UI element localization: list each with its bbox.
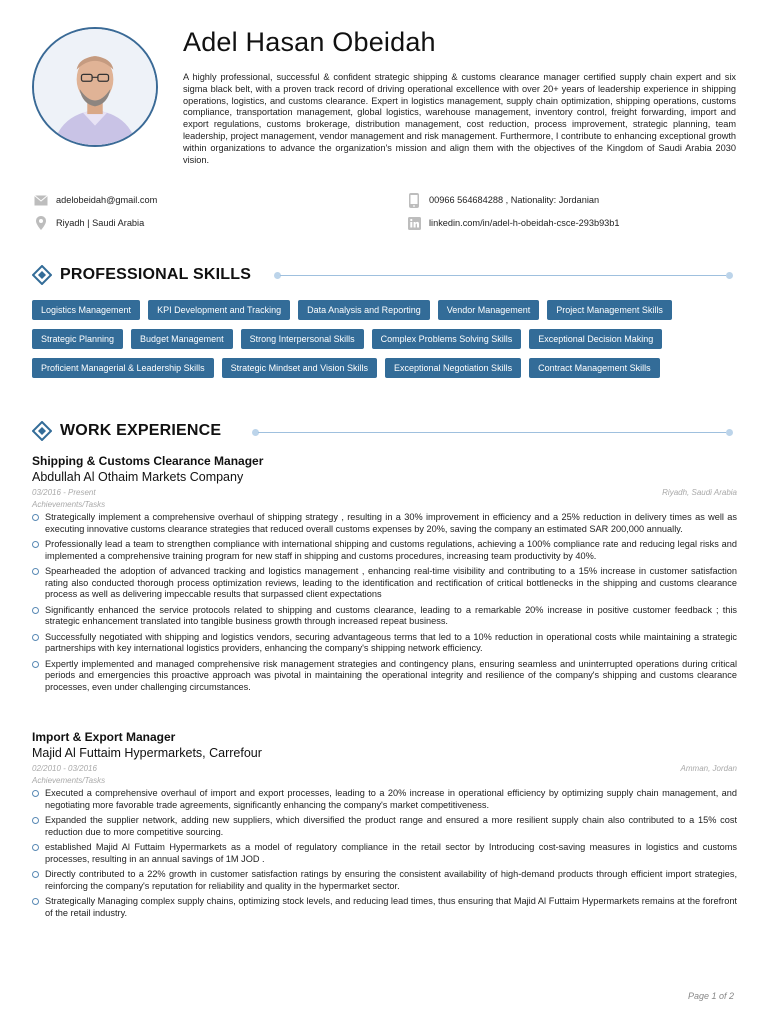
list-item: Strategically implement a comprehensive overhaul of shipping strategy , resulting in a 30% improvement in efficiency and a 25% reduction in delivery times as well as executing innovative customs clearance strategies that reduced overall customs expenses by 20%, saving the company an estimated SAR 200,000 annually. <box>32 512 737 535</box>
job-meta <box>32 487 737 499</box>
profile-summary: A highly professional, successful & confident strategic shipping & customs clearance manager certified supply chain expert and six sigma black belt, with a proven track record of driving operational excellence with over 20+ years of leadership experience in shipping operations, logistics, and customs clearance. Expert in logistics management, supply chain optimization, shipping operations, customs compliance, transportation management, global logistics, warehouse management, inventory control, freight forwarding, import and export regulations, customs brokerage, distribution management, cost reduction, process improvement, strategic planning, team leadership, project management, vendor management and risk management. Furthermore, I contribute to enhancing exceptional growth within organizations to advance the organization's mission and align them with the objectives of the Kingdom of Saudi Arabia 2030 vision. <box>183 72 736 165</box>
envelope-icon <box>34 193 48 207</box>
email-text: adelobeidah@gmail.com <box>56 195 158 205</box>
skill-chip: Logistics Management <box>32 300 140 320</box>
achievements-list <box>32 788 737 919</box>
bullet-circle-icon <box>32 790 39 797</box>
list-item: Significantly enhanced the service protocols related to shipping and customs clearance, leading to a remarkable 20% increase in positive customer feedback ; this strategic enhancement translated into tangible business growth through increased repeat business. <box>32 605 737 628</box>
list-item: established Majid Al Futtaim Hypermarkets as a model of regulatory compliance in the retail sector by Introducing cost-saving measures in logistics and customs processes, resulting in an annual savings of 1M JOD . <box>32 842 737 865</box>
job-title: Shipping & Customs Clearance Manager <box>32 454 264 468</box>
achievements-label: Achievements/Tasks <box>32 776 106 785</box>
skill-chip: Project Management Skills <box>547 300 672 320</box>
experience-section-header <box>32 421 221 441</box>
diamond-icon <box>32 421 52 441</box>
job-location: Amman, Jordan <box>680 764 737 773</box>
skill-chip: KPI Development and Tracking <box>148 300 290 320</box>
bullet-circle-icon <box>32 607 39 614</box>
diamond-icon <box>32 265 52 285</box>
bullet-circle-icon <box>32 514 39 521</box>
list-item: Expertly implemented and managed comprehensive risk management strategies and contingency plans, ensuring seamless and uninterrupted operations during critical periods and emergencies this proactive approach was pivotal in maintaining the operational integrity and resilience of the company's shipping and customs clearance processes, even under challenging circumstances. <box>32 659 737 694</box>
job-meta <box>32 763 737 775</box>
skill-chip: Strategic Mindset and Vision Skills <box>222 358 377 378</box>
job-dates: 03/2016 - Present <box>32 488 96 497</box>
bullet-circle-icon <box>32 541 39 548</box>
bullet-circle-icon <box>32 898 39 905</box>
linkedin-text: linkedin.com/in/adel-h-obeidah-csce-293b93b1 <box>429 218 620 228</box>
candidate-name: Adel Hasan Obeidah <box>183 27 436 57</box>
job-company: Majid Al Futtaim Hypermarkets, Carrefour <box>32 746 262 760</box>
divider-dot-right <box>726 429 733 436</box>
skill-chip: Vendor Management <box>438 300 540 320</box>
list-item: Successfully negotiated with shipping and logistics vendors, securing advantageous terms that led to a 10% reduction in operational costs while maintaining a strategic partnerships with key international logistics providers, enhancing the company's shipping network efficiency. <box>32 632 737 655</box>
skills-section-header <box>32 265 251 285</box>
map-pin-icon <box>34 216 48 230</box>
skill-chip: Budget Management <box>131 329 233 349</box>
job-location: Riyadh, Saudi Arabia <box>662 488 737 497</box>
skill-chip: Strong Interpersonal Skills <box>241 329 364 349</box>
list-item: Expanded the supplier network, adding new suppliers, which diversified the product range and ensured a more resilient supply chain also contributed to a 15% cost reduction due to more competitive sourcing. <box>32 815 737 838</box>
job-entry <box>32 454 737 697</box>
skill-chip: Exceptional Decision Making <box>529 329 662 349</box>
skills-row <box>32 329 742 349</box>
bullet-circle-icon <box>32 871 39 878</box>
list-item: Professionally lead a team to strengthen compliance with international shipping and customs regulations, achieving a 100% compliance rate and reducing legal risks and implemented a comprehensive training program for new staff in shipping and customs procedures, increasing team productivity by 40%. <box>32 539 737 562</box>
skill-chip: Proficient Managerial & Leadership Skills <box>32 358 214 378</box>
job-company: Abdullah Al Othaim Markets Company <box>32 470 244 484</box>
contact-phone[interactable] <box>407 193 599 207</box>
skill-chip: Data Analysis and Reporting <box>298 300 430 320</box>
list-item: Spearheaded the adoption of advanced tracking and logistics management , enhancing real-time visibility and contributing to a 15% increase in customer satisfaction rating also conducted thorough process optimization reviews, leading to the identification and rectification of critical bottlenecks in the shipping and customs clearance process as well as delivering impeccable results that surpassed client expectations <box>32 566 737 601</box>
phone-icon <box>407 193 421 207</box>
profile-photo <box>32 27 158 147</box>
skill-chip: Exceptional Negotiation Skills <box>385 358 521 378</box>
bullet-circle-icon <box>32 817 39 824</box>
bullet-circle-icon <box>32 568 39 575</box>
job-title: Import & Export Manager <box>32 730 176 744</box>
experience-section-title: WORK EXPERIENCE <box>60 422 222 439</box>
contact-location <box>34 216 144 230</box>
achievements-label: Achievements/Tasks <box>32 500 106 509</box>
list-item: Strategically Managing complex supply chains, optimizing stock levels, and reducing lead times, thus ensuring that Majid Al Futtaim Hypermarkets remains at the forefront of the retail industry. <box>32 896 737 919</box>
achievements-list <box>32 512 737 693</box>
list-item: Executed a comprehensive overhaul of import and export processes, leading to a 20% increase in operational efficiency by optimizing supply chain management, and negotiating more favorable trade agreements, significantly enhancing the company's market competitiveness. <box>32 788 737 811</box>
contact-linkedin[interactable] <box>407 216 620 230</box>
skills-divider-line <box>280 275 726 276</box>
bullet-circle-icon <box>32 844 39 851</box>
portrait-image <box>34 29 156 145</box>
job-entry <box>32 730 737 923</box>
list-item: Directly contributed to a 22% growth in customer satisfaction ratings by ensuring the consistent availability of high-demand products through efficient import strategies, reinforcing the company's reputation for reliability and quality in the hypermarket sector. <box>32 869 737 892</box>
skill-chip: Contract Management Skills <box>529 358 660 378</box>
bullet-circle-icon <box>32 634 39 641</box>
skills-row <box>32 358 742 378</box>
divider-dot-right <box>726 272 733 279</box>
page-number: Page 1 of 2 <box>687 991 734 1001</box>
phone-text: 00966 564684288 , Nationality: Jordanian <box>429 195 600 205</box>
linkedin-icon <box>407 216 421 230</box>
job-dates: 02/2010 - 03/2016 <box>32 764 97 773</box>
skill-chip: Strategic Planning <box>32 329 123 349</box>
experience-divider-line <box>258 432 726 433</box>
skills-section-title: PROFESSIONAL SKILLS <box>60 266 252 283</box>
skills-list <box>32 300 742 387</box>
contact-email[interactable] <box>34 193 157 207</box>
skills-row <box>32 300 742 320</box>
location-text: Riyadh | Saudi Arabia <box>56 218 145 228</box>
bullet-circle-icon <box>32 661 39 668</box>
skill-chip: Complex Problems Solving Skills <box>372 329 522 349</box>
